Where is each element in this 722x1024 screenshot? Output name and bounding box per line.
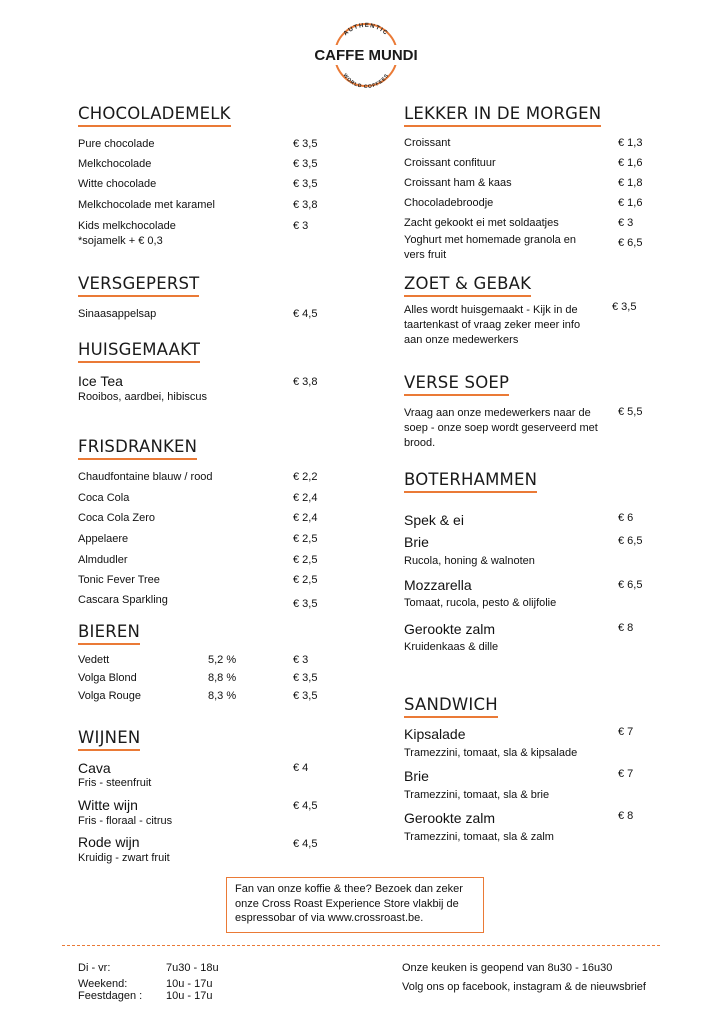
cross-roast-promo-box: Fan van onze koffie & thee? Bezoek dan zeker onze Cross Roast Experience Store vlakbij de espressobar of via www.crossroast.be. (226, 877, 484, 933)
menu-item-price: € 3,8 (293, 199, 318, 211)
beer-name: Vedett (78, 654, 110, 666)
menu-item-description: Rucola, honing & walnoten (404, 555, 535, 567)
menu-item-name: Brie (404, 768, 429, 784)
menu-item-price: € 7 (618, 726, 634, 738)
menu-item-name: Ice Tea (78, 373, 123, 389)
section-title-zoet-gebak: ZOET & GEBAK (404, 274, 531, 297)
menu-item-name: Melkchocolade met karamel (78, 199, 215, 211)
beer-name: Volga Rouge (78, 690, 141, 702)
menu-item-name: Rode wijn (78, 834, 140, 850)
beer-abv: 5,2 % (208, 654, 237, 666)
menu-item-price: € 3,5 (293, 672, 318, 684)
menu-item-price: € 8 (618, 622, 634, 634)
menu-item-price: € 6,5 (618, 237, 643, 249)
menu-item-price: € 4,5 (293, 800, 318, 812)
menu-item-price: € 4,5 (293, 308, 318, 320)
menu-item-name: Gerookte zalm (404, 810, 496, 826)
section-title-versgeperst: VERSGEPERST (78, 274, 199, 297)
menu-item-name: Appelaere (78, 533, 129, 545)
menu-item-name: Cascara Sparkling (78, 594, 168, 606)
hours-value: 10u - 17u (166, 990, 213, 1002)
section-title-boterhammen: BOTERHAMMEN (404, 470, 537, 493)
menu-item-description: Tramezzini, tomaat, sla & zalm (404, 831, 554, 843)
menu-item-name: Zacht gekookt ei met soldaatjes (404, 217, 559, 229)
section-title-wijnen: WIJNEN (78, 728, 140, 751)
menu-item-description: Tramezzini, tomaat, sla & brie (404, 789, 550, 801)
menu-item-name: Witte wijn (78, 797, 138, 813)
menu-item-description: Tramezzini, tomaat, sla & kipsalade (404, 747, 578, 759)
menu-item-name: Coca Cola Zero (78, 512, 156, 524)
caffe-mundi-logo (312, 22, 420, 88)
menu-item-price: € 2,5 (293, 533, 318, 545)
logo-arc-bottom: WORLD COFFEES (341, 72, 391, 88)
beer-abv: 8,3 % (208, 690, 237, 702)
section-title-frisdranken: FRISDRANKEN (78, 437, 197, 460)
hours-label: Di - vr: (78, 962, 111, 974)
soy-milk-note: *sojamelk + € 0,3 (78, 235, 163, 247)
menu-item-name: Cava (78, 760, 111, 776)
menu-item-price: € 8 (618, 810, 634, 822)
logo-arc-top: AUTHENTIC (342, 22, 390, 38)
section-title-sandwich: SANDWICH (404, 695, 498, 718)
menu-item-name: Croissant ham & kaas (404, 177, 512, 189)
menu-item-price: € 2,4 (293, 512, 318, 524)
menu-item-name: Croissant (404, 137, 451, 149)
social-follow: Volg ons op facebook, instagram & de nieuwsbrief (402, 981, 646, 993)
menu-item-price: € 1,3 (618, 137, 643, 149)
menu-item-name: Gerookte zalm (404, 621, 496, 637)
menu-item-name: Coca Cola (78, 492, 130, 504)
hours-value: 7u30 - 18u (166, 962, 219, 974)
menu-item-price: € 3,5 (293, 138, 318, 150)
menu-item-name: Pure chocolade (78, 138, 155, 150)
section-title-huisgemaakt: HUISGEMAAKT (78, 340, 200, 363)
menu-item-name: Spek & ei (404, 512, 464, 528)
menu-item-name: Yoghurt met homemade granola en vers fruit (404, 234, 577, 261)
section-title-chocolademelk: CHOCOLADEMELK (78, 104, 231, 127)
menu-item-price: € 1,8 (618, 177, 643, 189)
menu-item-name: Sinaasappelsap (78, 308, 157, 320)
menu-item-description: Kruidenkaas & dille (404, 641, 499, 653)
beer-name: Volga Blond (78, 672, 137, 684)
hours-label: Feestdagen : (78, 990, 143, 1002)
menu-item-price: € 2,2 (293, 471, 318, 483)
menu-item-price: € 3,5 (293, 158, 318, 170)
menu-item-name: Kids melkchocolade (78, 220, 176, 232)
logo-wordmark: CAFFE MUNDI (314, 47, 418, 64)
menu-item-price: € 3,5 (293, 690, 318, 702)
menu-item-description: Fris - floraal - citrus (78, 815, 173, 827)
menu-item-name: Brie (404, 534, 429, 550)
footer-divider (62, 945, 660, 946)
menu-item-price: € 5,5 (618, 406, 643, 418)
menu-item-name: Tonic Fever Tree (78, 574, 160, 586)
menu-item-price: € 2,5 (293, 554, 318, 566)
menu-item-price: € 2,4 (293, 492, 318, 504)
hours-label: Weekend: (78, 978, 128, 990)
menu-item-name: Chocoladebroodje (404, 197, 494, 209)
menu-item-price: € 3 (618, 217, 634, 229)
hours-value: 10u - 17u (166, 978, 213, 990)
menu-item-price: € 4,5 (293, 838, 318, 850)
menu-item-price: € 3,5 (293, 598, 318, 610)
section-description: Alles wordt huisgemaakt - Kijk in de taartenkast of vraag zeker meer info aan onze medewerkers (404, 304, 581, 346)
menu-item-price: € 3,5 (293, 178, 318, 190)
menu-item-name: Kipsalade (404, 726, 466, 742)
menu-item-name: Almdudler (78, 554, 128, 566)
section-title-verse-soep: VERSE SOEP (404, 373, 509, 396)
menu-item-price: € 7 (618, 768, 634, 780)
menu-item-price: € 3 (293, 220, 309, 232)
menu-item-name: Mozzarella (404, 577, 472, 593)
menu-item-price: € 3,5 (612, 301, 637, 313)
menu-item-price: € 6,5 (618, 535, 643, 547)
menu-item-price: € 4 (293, 762, 309, 774)
menu-item-price: € 6,5 (618, 579, 643, 591)
section-description: Vraag aan onze medewerkers naar de soep - onze soep wordt geserveerd met brood. (404, 407, 598, 449)
section-title-lekker-in-de-morgen: LEKKER IN DE MORGEN (404, 104, 601, 127)
menu-item-name: Chaudfontaine blauw / rood (78, 471, 213, 483)
menu-item-name: Croissant confituur (404, 157, 496, 169)
menu-item-description: Rooibos, aardbei, hibiscus (78, 391, 208, 403)
menu-item-price: € 1,6 (618, 157, 643, 169)
menu-item-price: € 2,5 (293, 574, 318, 586)
menu-item-name: Melkchocolade (78, 158, 152, 170)
menu-item-description: Tomaat, rucola, pesto & olijfolie (404, 597, 557, 609)
menu-item-name: Witte chocolade (78, 178, 157, 190)
menu-item-price: € 6 (618, 512, 634, 524)
menu-item-description: Kruidig - zwart fruit (78, 852, 170, 864)
section-title-bieren: BIEREN (78, 622, 140, 645)
kitchen-hours: Onze keuken is geopend van 8u30 - 16u30 (402, 962, 613, 974)
beer-abv: 8,8 % (208, 672, 237, 684)
menu-item-price: € 3 (293, 654, 309, 666)
menu-item-price: € 3,8 (293, 376, 318, 388)
menu-item-description: Fris - steenfruit (78, 777, 152, 789)
menu-item-price: € 1,6 (618, 197, 643, 209)
